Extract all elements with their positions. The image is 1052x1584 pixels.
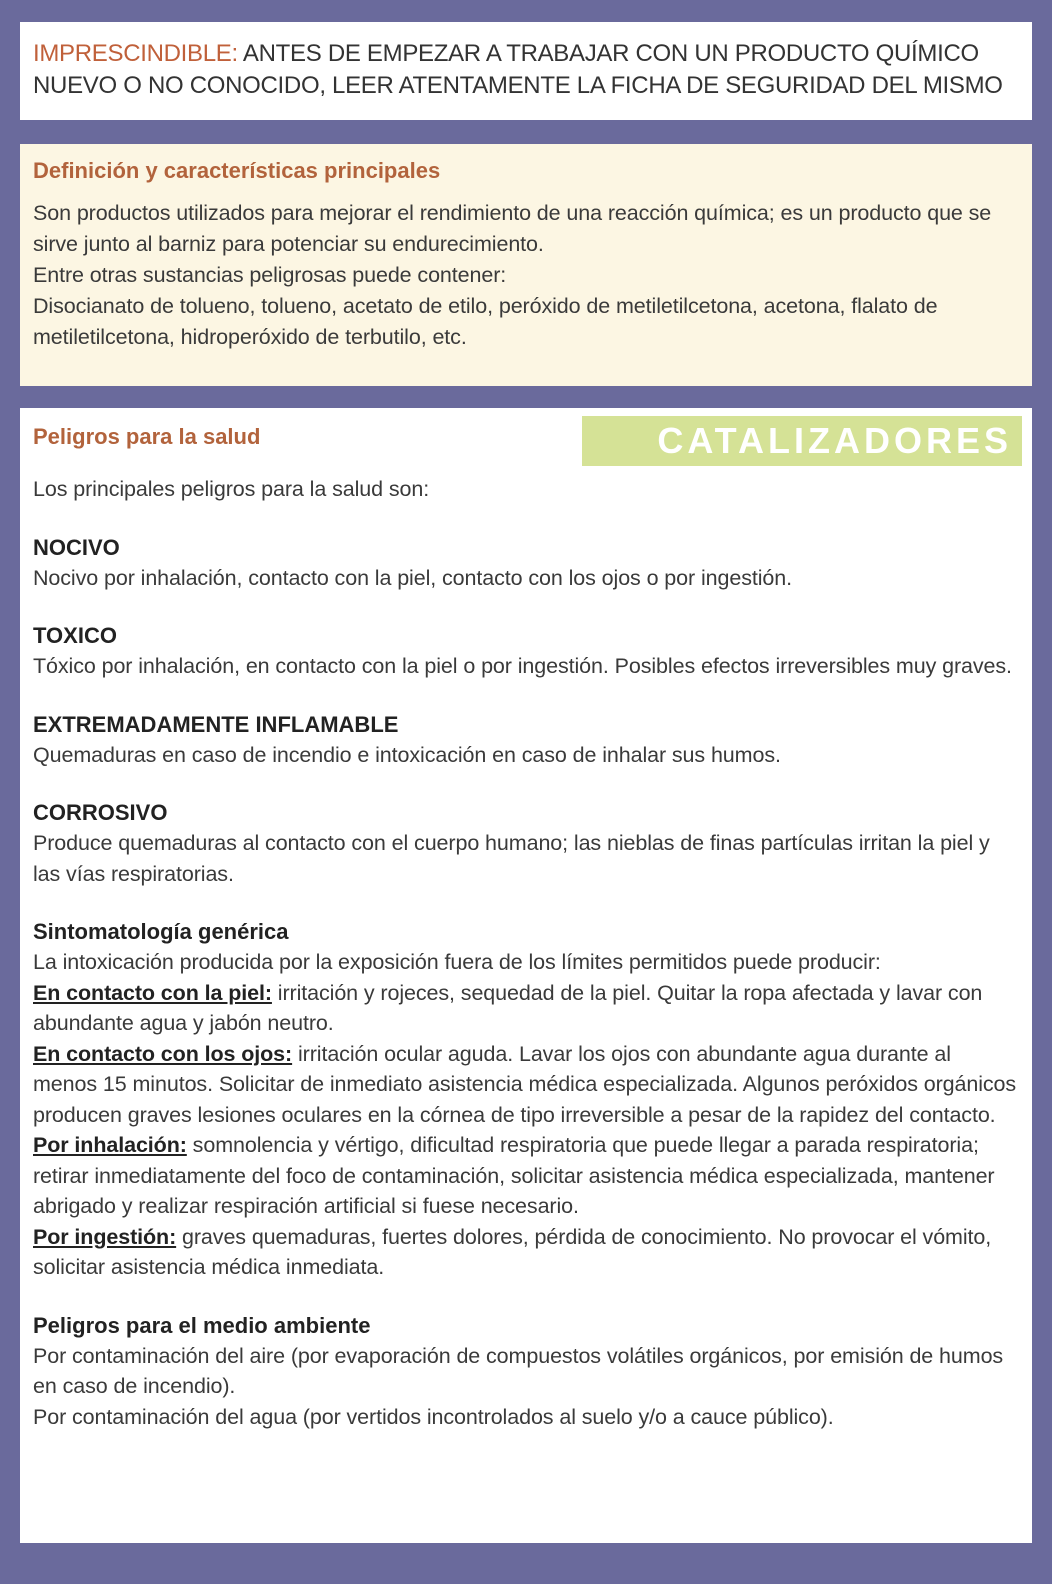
route-skin: [33, 978, 1018, 1039]
symptoms-section: [33, 917, 1018, 1283]
route-inhalation: [33, 1130, 1018, 1222]
route-ingestion: [33, 1222, 1018, 1283]
environment-p2: Por contaminación del agua (por vertidos incontrolados al suelo y/o a cauce público).: [33, 1404, 834, 1429]
route-text: irritación ocular aguda. Lavar los ojos con abundante agua durante al menos 15 minutos. Solicitar de inmediato asistencia médica especializada. Algunos peróxidos orgánicos producen graves lesiones oculares en la córnea de tipo irreversible a pesar de la rapidez del contacto.: [33, 1041, 1017, 1127]
definition-p3: Disocianato de tolueno, tolueno, acetato de etilo, peróxido de metiletilcetona, acetona, flalato de metiletilcetona, hidroperóxido de terbutilo, etc.: [33, 294, 938, 349]
route-text: graves quemaduras, fuertes dolores, pérdida de conocimiento. No provocar el vómito, solicitar asistencia médica inmediata.: [33, 1224, 992, 1279]
health-intro: Los principales peligros para la salud son:: [33, 477, 430, 501]
environment-title: Peligros para el medio ambiente: [33, 1312, 371, 1338]
hazard-toxico: [33, 621, 1018, 682]
definition-p1: Son productos utilizados para mejorar el rendimiento de una reacción química; es un producto que se sirve junto al barniz para potenciar su endurecimiento.: [33, 201, 992, 256]
route-label: Por inhalación:: [33, 1133, 187, 1157]
route-label: Por ingestión:: [33, 1224, 177, 1249]
hazard-inflamable: [33, 710, 1018, 771]
hazard-name: NOCIVO: [33, 534, 120, 560]
warning-text: [33, 38, 1018, 102]
hazard-name: EXTREMADAMENTE INFLAMABLE: [33, 711, 399, 737]
definition-paragraph: [33, 198, 1018, 353]
hazard-text: Nocivo por inhalación, contacto con la piel, contacto con los ojos o por ingestión.: [33, 565, 792, 590]
hazard-text: Quemaduras en caso de incendio e intoxicación en caso de inhalar sus humos.: [33, 742, 781, 767]
hazard-nocivo: [33, 533, 1018, 594]
warning-box: [20, 22, 1032, 120]
catalizadores-banner: CATALIZADORES: [582, 416, 1022, 466]
definition-box: [20, 144, 1032, 386]
hazard-name: TOXICO: [33, 623, 117, 648]
health-box: [20, 408, 1032, 1543]
definition-title: Definición y características principales: [33, 158, 441, 183]
warning-body: ANTES DE EMPEZAR A TRABAJAR CON UN PRODUCTO QUÍMICO NUEVO O NO CONOCIDO, LEER ATENTAMENTE LA FICHA DE SEGURIDAD DEL MISMO: [33, 40, 1003, 99]
environment-section: [33, 1311, 1018, 1433]
hazard-text: Produce quemaduras al contacto con el cuerpo humano; las nieblas de finas partículas irritan la piel y las vías respiratorias.: [33, 831, 990, 886]
route-text: irritación y rojeces, sequedad de la piel. Quitar la ropa afectada y lavar con abundante agua y jabón neutro.: [33, 980, 983, 1035]
hazard-corrosivo: [33, 798, 1018, 889]
hazard-text: Tóxico por inhalación, en contacto con la piel o por ingestión. Posibles efectos irreversibles muy graves.: [33, 654, 1012, 678]
symptoms-intro: La intoxicación producida por la exposición fuera de los límites permitidos puede producir:: [33, 950, 881, 974]
route-label: En contacto con la piel:: [33, 980, 272, 1005]
symptoms-title: Sintomatología genérica: [33, 919, 289, 944]
route-eyes: [33, 1039, 1018, 1131]
route-text: somnolencia y vértigo, dificultad respiratoria que puede llegar a parada respiratoria; retirar inmediatamente del foco de contaminación, solicitar asistencia médica especializada, mantener abrigado y realizar respiración artificial si fuese necesario.: [33, 1133, 995, 1218]
warning-label: IMPRESCINDIBLE:: [33, 40, 238, 67]
definition-p2: Entre otras sustancias peligrosas puede contener:: [33, 263, 507, 287]
route-label: En contacto con los ojos:: [33, 1041, 293, 1066]
hazard-name: CORROSIVO: [33, 800, 168, 825]
environment-p1: Por contaminación del aire (por evaporación de compuestos volátiles orgánicos, por emisión de humos en caso de incendio).: [33, 1343, 1004, 1398]
health-title: Peligros para la salud: [33, 424, 261, 449]
